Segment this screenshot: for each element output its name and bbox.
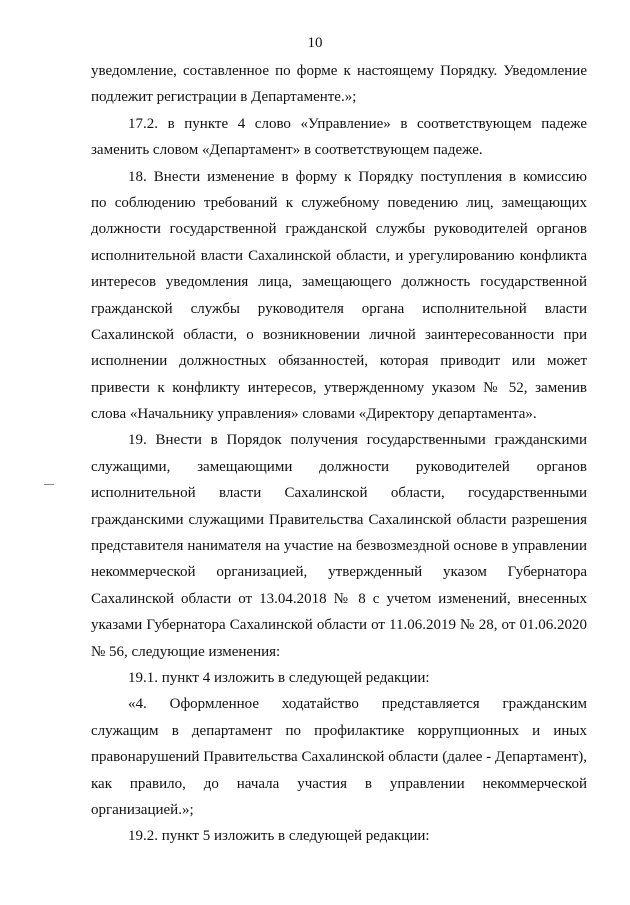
text-line: уведомление, составленное по форме к настоящему Порядку. Уведомление: [91, 63, 587, 79]
text-line: 18. Внести изменение в форму к Порядку поступления в комиссию: [128, 168, 587, 185]
margin-mark: [44, 484, 54, 485]
text-line: должности государственной гражданской службы руководителей органов: [91, 221, 587, 238]
text-line: исполнении должностных обязанностей, которая приводит или может: [91, 353, 587, 370]
text-line: указами Губернатора Сахалинской области от 11.06.2019 № 28, от 01.06.2020: [91, 617, 587, 634]
text-line: по соблюдению требований к служебному поведению лиц, замещающих: [91, 194, 587, 211]
text-line: интересов уведомления лица, замещающего должность государственной: [91, 274, 587, 291]
text-line: 19. Внести в Порядок получения государственными гражданскими: [128, 432, 587, 449]
text-line: некоммерческой организацией, утвержденный указом Губернатора: [91, 564, 587, 581]
text-line: Сахалинской области, о возникновении личной заинтересованности при: [91, 326, 587, 343]
text-line: правонарушений Правительства Сахалинской области (далее - Департамент),: [91, 749, 587, 766]
text-line: Сахалинской области от 13.04.2018 № 8 с учетом изменений, внесенных: [91, 590, 587, 607]
text-line: как правило, до начала участия в управлении некоммерческой: [91, 775, 587, 792]
text-line: представителя нанимателя на участие на безвозмездной основе в управлении: [91, 538, 587, 555]
text-line: гражданской службы руководителя органа исполнительной власти: [91, 300, 587, 317]
text-line: подлежит регистрации в Департаменте.»;: [91, 89, 357, 106]
text-line: № 56, следующие изменения:: [91, 643, 281, 660]
text-line: служащим в департамент по профилактике коррупционных и иных: [91, 722, 587, 739]
text-line: привести к конфликту интересов, утвержденному указом № 52, заменив: [91, 379, 587, 396]
text-line: гражданскими служащими Правительства Сахалинской области разрешения: [91, 511, 587, 528]
text-line: организацией.»;: [91, 801, 194, 818]
text-line: 19.2. пункт 5 изложить в следующей редакции:: [128, 828, 430, 845]
text-line: «4. Оформленное ходатайство представляется гражданским: [128, 696, 587, 713]
page-number: 10: [307, 35, 323, 51]
text-line: исполнительной власти Сахалинской области, государственными: [91, 485, 587, 502]
text-line: исполнительной власти Сахалинской области, и урегулированию конфликта: [91, 247, 587, 264]
text-line: 19.1. пункт 4 изложить в следующей редакции:: [128, 669, 430, 686]
document-body: [91, 58, 587, 850]
text-line: слова «Начальнику управления» словами «Директору департамента».: [91, 406, 537, 423]
text-line: служащими, замещающими должности руководителей органов: [91, 458, 587, 475]
text-line: 17.2. в пункте 4 слово «Управление» в соответствующем падеже: [128, 115, 587, 132]
text-line: заменить словом «Департамент» в соответствующем падеже.: [91, 142, 483, 159]
